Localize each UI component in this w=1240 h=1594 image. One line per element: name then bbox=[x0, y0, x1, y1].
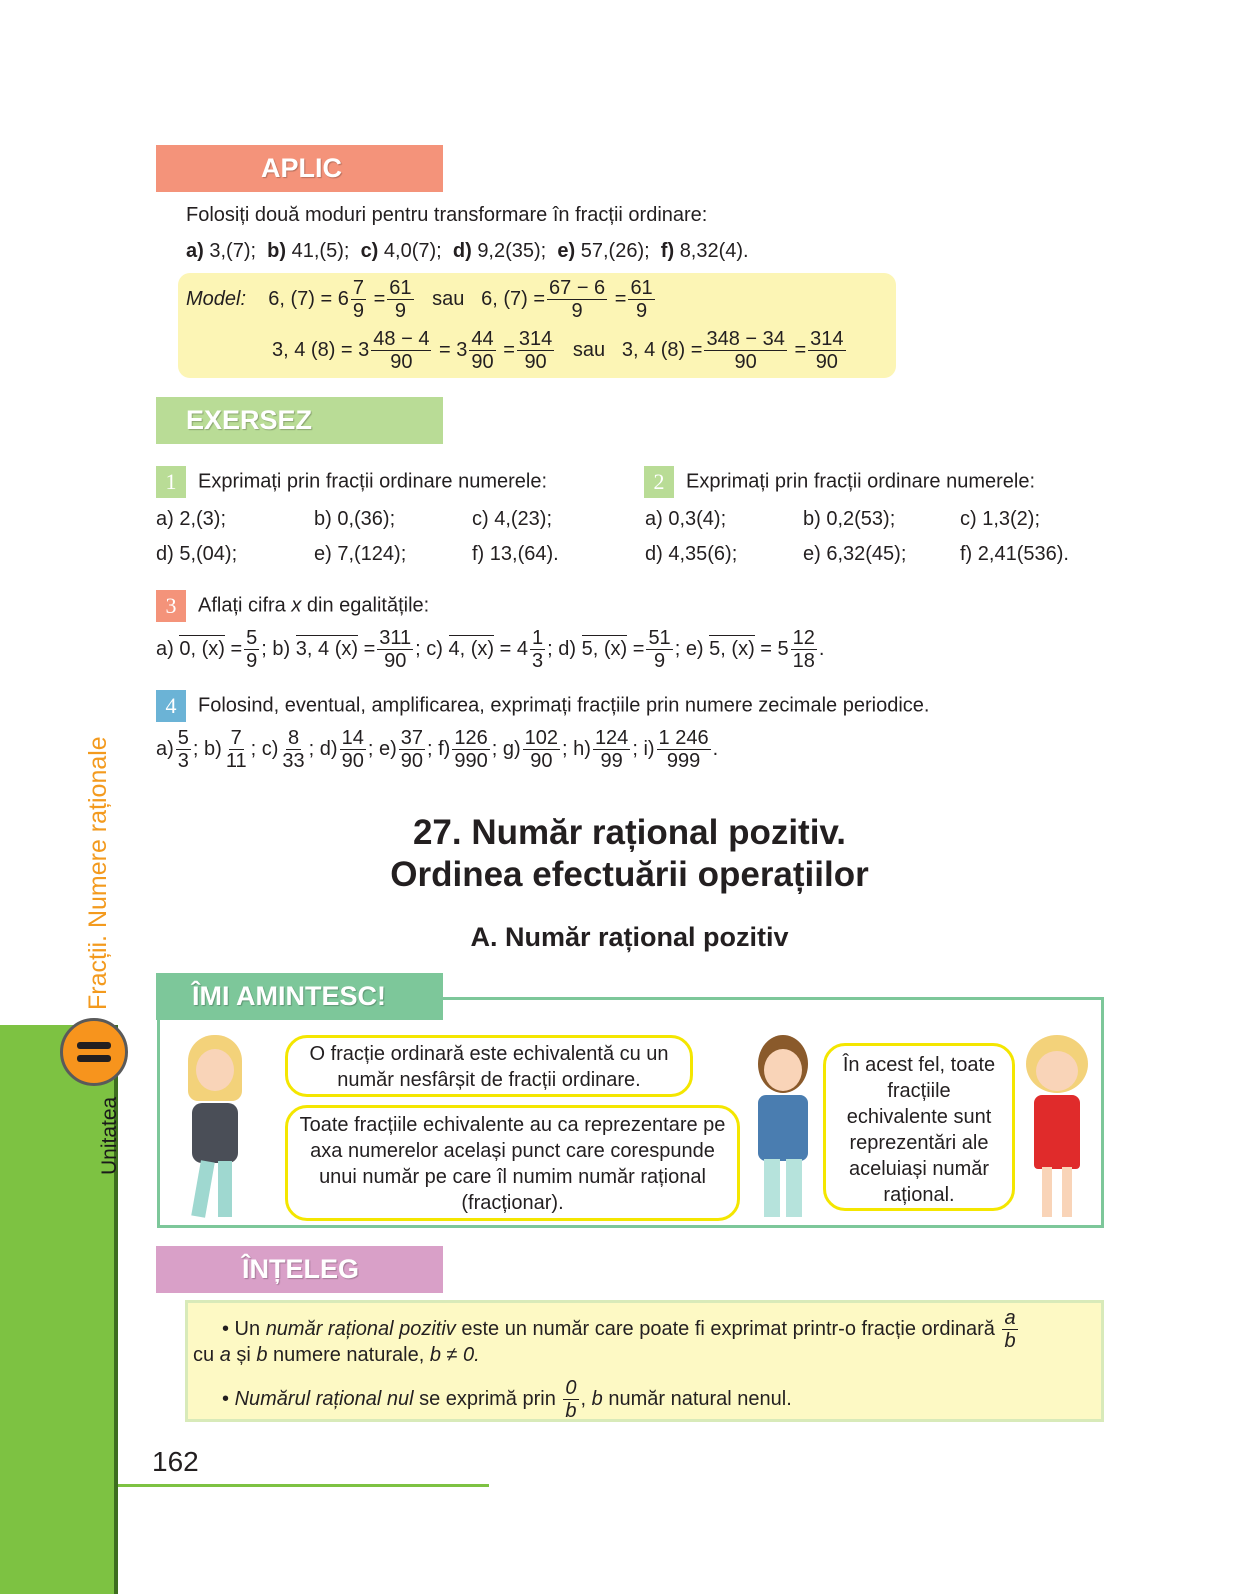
expr: = bbox=[503, 338, 515, 361]
expr: = bbox=[373, 287, 386, 310]
expr: = bbox=[794, 338, 807, 361]
expr: = bbox=[632, 637, 645, 660]
term: număr rațional pozitiv bbox=[265, 1317, 456, 1340]
exercise-item: c) 1,3(2); bbox=[960, 508, 1041, 530]
text: și bbox=[230, 1344, 257, 1366]
punct: ; bbox=[367, 737, 374, 760]
exercise-item: a) 2,(3); bbox=[156, 508, 227, 530]
fraction: $\frac{0}{b}$ bbox=[565, 1377, 577, 1422]
variable: b bbox=[256, 1344, 268, 1366]
exercise-item: e) 6,32(45); bbox=[803, 543, 907, 565]
item-label: h) bbox=[573, 737, 591, 760]
model-label: Model: bbox=[186, 287, 247, 310]
exercise-item: a) 0,3(4); bbox=[645, 508, 727, 530]
fraction: $\frac{61}{9}$ bbox=[389, 277, 412, 322]
fraction: $\frac{314}{90}$ bbox=[518, 328, 553, 373]
exercise-item: e) 7,(124); bbox=[314, 543, 407, 565]
exercise-text: Exprimați prin fracții ordinare numerele: bbox=[686, 470, 1036, 493]
expr: ; bbox=[547, 637, 553, 660]
item-label: c) bbox=[426, 637, 443, 660]
expr: ; bbox=[674, 637, 681, 660]
fraction: $\frac{12}{18}$ bbox=[792, 627, 815, 672]
expr: = 3 bbox=[439, 338, 468, 361]
speech-bubble-3: În acest fel, toate fracțiile echivalente sunt reprezentări ale aceluiași număr rațional. bbox=[823, 1043, 1015, 1211]
sau-word: sau bbox=[572, 338, 606, 361]
item-label: b) bbox=[267, 240, 287, 262]
fraction: $\frac{1 246}{999}$ bbox=[658, 727, 709, 772]
punct: . bbox=[712, 737, 719, 760]
fraction: $\frac{7}{11}$ bbox=[225, 727, 247, 772]
section-subtitle: A. Număr rațional pozitiv bbox=[470, 922, 789, 952]
exercise-item: f) 2,41(536). bbox=[960, 543, 1069, 565]
item-label: i) bbox=[643, 737, 655, 760]
aplic-items bbox=[186, 240, 749, 263]
punct: ; bbox=[192, 737, 199, 760]
exercise-number: 4 bbox=[156, 690, 186, 722]
amintesc-header: ÎMI AMINTESC! bbox=[156, 973, 443, 1020]
exercise-text: din egalitățile: bbox=[301, 594, 430, 617]
exercise-3-items bbox=[156, 628, 824, 671]
punct: ; bbox=[308, 737, 315, 760]
fraction: $\frac{5}{9}$ bbox=[246, 627, 258, 672]
condition: b ≠ 0. bbox=[429, 1344, 480, 1366]
exercise-1-prompt bbox=[156, 466, 547, 498]
overlined-number: 0, (x) bbox=[179, 635, 225, 660]
exercise-text: Folosind, eventual, amplificarea, exprimați fracțiile prin numere zecimale periodice. bbox=[198, 694, 930, 717]
item-value: 4,0(7); bbox=[383, 240, 442, 262]
page-number: 162 bbox=[152, 1446, 199, 1477]
item-label: e) bbox=[378, 737, 397, 760]
item-label: d) bbox=[319, 737, 338, 760]
variable: b bbox=[591, 1387, 603, 1410]
overlined-number: 4, (x) bbox=[449, 635, 495, 660]
item-label: a) bbox=[156, 637, 174, 660]
item-label: d) bbox=[452, 240, 472, 262]
fraction: $\frac{67 - 6}{9}$ bbox=[549, 277, 606, 322]
item-label: g) bbox=[502, 737, 521, 760]
fraction: $\frac{51}{9}$ bbox=[648, 627, 671, 672]
item-label: c) bbox=[360, 240, 379, 262]
definition-2 bbox=[222, 1378, 792, 1421]
punct: ; bbox=[250, 737, 257, 760]
speech-bubble-1: O fracție ordinară este echivalentă cu un număr nesfârșit de fracții ordinare. bbox=[285, 1035, 693, 1097]
item-label: f) bbox=[438, 737, 451, 760]
model-line-1 bbox=[186, 278, 657, 321]
fraction: $\frac{348 - 34}{90}$ bbox=[706, 328, 785, 373]
item-value: 3,(7); bbox=[209, 240, 257, 262]
fraction: $\frac{37}{90}$ bbox=[400, 727, 423, 772]
exersez-header: EXERSEZ bbox=[156, 397, 443, 444]
item-label: b) bbox=[272, 637, 291, 660]
exercise-item: d) 5,(04); bbox=[156, 543, 238, 565]
expr: = bbox=[230, 637, 243, 660]
fraction: $\frac{14}{90}$ bbox=[341, 727, 364, 772]
inteleg-header: ÎNȚELEG bbox=[156, 1246, 443, 1293]
text: numere naturale, bbox=[267, 1344, 430, 1366]
fraction: $\frac{124}{99}$ bbox=[594, 727, 629, 772]
exercise-number: 1 bbox=[156, 466, 186, 498]
sidebar-topic-label: Fracții. Numere raționale bbox=[84, 736, 112, 1010]
aplic-instruction: Folosiți două moduri pentru transformare în fracții ordinare: bbox=[186, 204, 708, 226]
overlined-number: 3, 4 (x) bbox=[296, 635, 358, 660]
girl-illustration bbox=[170, 1035, 260, 1220]
sidebar-unit-label: Unitatea bbox=[98, 1096, 121, 1175]
exercise-4-items bbox=[156, 728, 718, 771]
variable: a bbox=[219, 1344, 231, 1366]
exercise-item: b) 0,2(53); bbox=[803, 508, 896, 530]
exercise-number: 3 bbox=[156, 590, 186, 622]
term: Numărul rațional nul bbox=[234, 1387, 414, 1410]
punct: ; bbox=[427, 737, 433, 760]
expr: . bbox=[818, 637, 825, 660]
item-value: 8,32(4). bbox=[679, 240, 749, 262]
item-label: f) bbox=[660, 240, 675, 262]
lesson-title bbox=[156, 812, 1103, 896]
expr: = 4 bbox=[499, 637, 529, 660]
text: • Un bbox=[222, 1317, 266, 1340]
fraction: $\frac{311}{90}$ bbox=[379, 627, 412, 672]
fraction: $\frac{126}{990}$ bbox=[454, 727, 488, 772]
item-value: 9,2(35); bbox=[477, 240, 547, 262]
expr: = bbox=[614, 287, 627, 310]
expr: 6, (7) = 6 bbox=[268, 287, 349, 310]
exercise-2-prompt bbox=[644, 466, 1035, 498]
text: se exprimă prin bbox=[413, 1387, 562, 1410]
punct: ; bbox=[632, 737, 638, 760]
item-label: b) bbox=[204, 737, 222, 760]
exercise-number: 2 bbox=[644, 466, 674, 498]
exercise-item: c) 4,(23); bbox=[472, 508, 553, 530]
fraction: $\frac{314}{90}$ bbox=[810, 328, 844, 373]
definition-1-cont bbox=[193, 1344, 480, 1367]
expr: = 5 bbox=[760, 637, 789, 660]
lesson-title-line-2: Ordinea efectuării operațiilor bbox=[390, 855, 869, 894]
punct: ; bbox=[491, 737, 498, 760]
model-line-2 bbox=[272, 329, 848, 372]
exercise-text: Exprimați prin fracții ordinare numerele: bbox=[198, 470, 548, 493]
fraction: $\frac{61}{9}$ bbox=[630, 277, 653, 322]
fraction: $\frac{44}{90}$ bbox=[471, 328, 494, 373]
text: cu bbox=[193, 1344, 220, 1366]
fraction: $\frac{7}{9}$ bbox=[352, 277, 364, 322]
text: • bbox=[222, 1387, 235, 1410]
expr: = bbox=[363, 637, 376, 660]
item-label: a) bbox=[156, 737, 174, 760]
sau-word: sau bbox=[432, 287, 465, 310]
text: număr natural nenul. bbox=[602, 1387, 792, 1410]
expr: 3, 4 (8) = 3 bbox=[272, 338, 370, 361]
exercise-text: Aflați cifra bbox=[198, 594, 292, 617]
fraction: $\frac{5}{3}$ bbox=[177, 727, 189, 772]
item-label: c) bbox=[261, 737, 279, 760]
text: este un număr care poate fi exprimat printr-o fracție ordinară bbox=[455, 1317, 1001, 1340]
lesson-title-line-1: 27. Număr rațional pozitiv. bbox=[412, 813, 847, 852]
item-label: e) bbox=[685, 637, 704, 660]
exercise-item: d) 4,35(6); bbox=[645, 543, 738, 565]
punct: ; bbox=[562, 737, 568, 760]
aplic-header: APLIC bbox=[156, 145, 443, 192]
exercise-3-prompt bbox=[156, 590, 429, 622]
fraction: $\frac{48 - 4}{90}$ bbox=[373, 328, 430, 373]
fraction: $\frac{102}{90}$ bbox=[524, 727, 559, 772]
fraction: $\frac{a}{b}$ bbox=[1004, 1307, 1016, 1352]
item-label: a) bbox=[186, 240, 204, 262]
overlined-number: 5, (x) bbox=[582, 635, 628, 660]
item-label: e) bbox=[557, 240, 576, 262]
unit-number-icon bbox=[60, 1018, 128, 1086]
text: , bbox=[580, 1387, 592, 1410]
speech-bubble-2: Toate fracțiile echivalente au ca reprezentare pe axa numerelor același punct care corespunde unui număr pe care îl numim număr rațional (fracționar). bbox=[285, 1105, 740, 1221]
item-value: 41,(5); bbox=[291, 240, 350, 262]
fraction: $\frac{1}{3}$ bbox=[532, 627, 544, 672]
item-value: 57,(26); bbox=[580, 240, 650, 262]
exercise-item: b) 0,(36); bbox=[314, 508, 396, 530]
exercise-4-prompt bbox=[156, 690, 929, 722]
exercise-item: f) 13,(64). bbox=[472, 543, 559, 565]
fraction: $\frac{8}{33}$ bbox=[282, 727, 305, 772]
expr: ; bbox=[261, 637, 267, 660]
item-label: d) bbox=[558, 637, 577, 660]
expr: 6, (7) = bbox=[481, 287, 546, 310]
expr: ; bbox=[415, 637, 421, 660]
variable: x bbox=[291, 594, 302, 617]
boy-illustration bbox=[752, 1035, 817, 1220]
footer-rule bbox=[118, 1484, 489, 1487]
overlined-number: 5, (x) bbox=[709, 635, 755, 660]
girl-with-glasses-illustration bbox=[1022, 1035, 1092, 1220]
expr: 3, 4 (8) = bbox=[621, 338, 703, 361]
